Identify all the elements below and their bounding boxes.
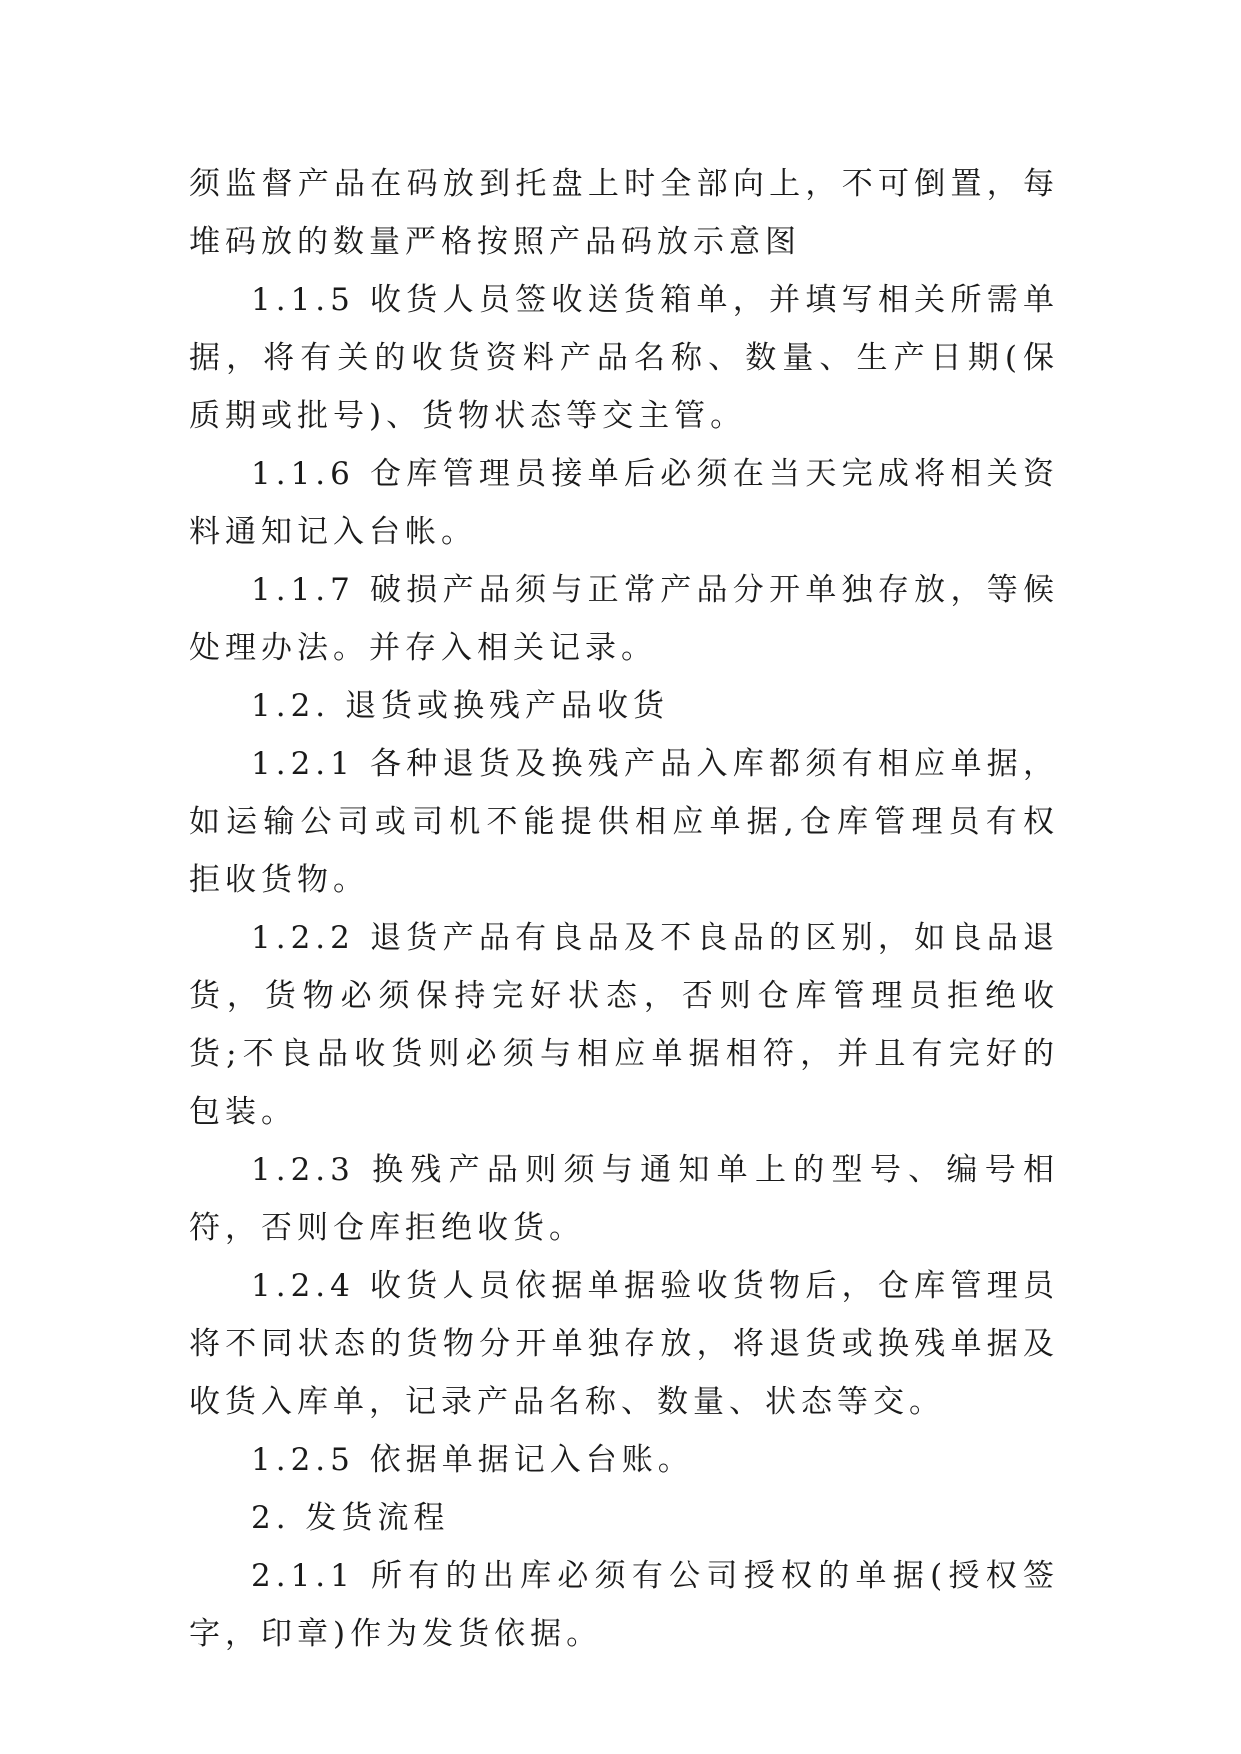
paragraph-1-1-5: 1.1.5 收货人员签收送货箱单，并填写相关所需单据，将有关的收货资料产品名称、数量、生产日期(保质期或批号)、货物状态等交主管。: [189, 282, 1059, 434]
paragraph-continuation: 须监督产品在码放到托盘上时全部向上，不可倒置，每堆码放的数量严格按照产品码放示意图: [189, 166, 1059, 260]
paragraph-1-1-7: 1.1.7 破损产品须与正常产品分开单独存放，等候处理办法。并存入相关记录。: [189, 572, 1059, 666]
paragraph-1-1-6: 1.1.6 仓库管理员接单后必须在当天完成将相关资料通知记入台帐。: [189, 456, 1059, 550]
section-heading-1-2: 1.2. 退货或换残产品收货: [251, 688, 670, 724]
paragraph-1-2-5: 1.2.5 依据单据记入台账。: [251, 1442, 694, 1478]
section-heading-2: 2. 发货流程: [251, 1500, 450, 1536]
document-body: [189, 155, 1059, 1663]
paragraph-2-1-1: 2.1.1 所有的出库必须有公司授权的单据(授权签字，印章)作为发货依据。: [189, 1558, 1059, 1652]
paragraph-1-2-3: 1.2.3 换残产品则须与通知单上的型号、编号相符，否则仓库拒绝收货。: [189, 1152, 1059, 1246]
paragraph-1-2-1: 1.2.1 各种退货及换残产品入库都须有相应单据，如运输公司或司机不能提供相应单据,仓库管理员有权拒收货物。: [189, 746, 1059, 898]
paragraph-1-2-4: 1.2.4 收货人员依据单据验收货物后，仓库管理员将不同状态的货物分开单独存放，将退货或换残单据及收货入库单，记录产品名称、数量、状态等交。: [189, 1268, 1059, 1420]
paragraph-1-2-2: 1.2.2 退货产品有良品及不良品的区别，如良品退货，货物必须保持完好状态，否则仓库管理员拒绝收货;不良品收货则必须与相应单据相符，并且有完好的包装。: [189, 920, 1059, 1130]
